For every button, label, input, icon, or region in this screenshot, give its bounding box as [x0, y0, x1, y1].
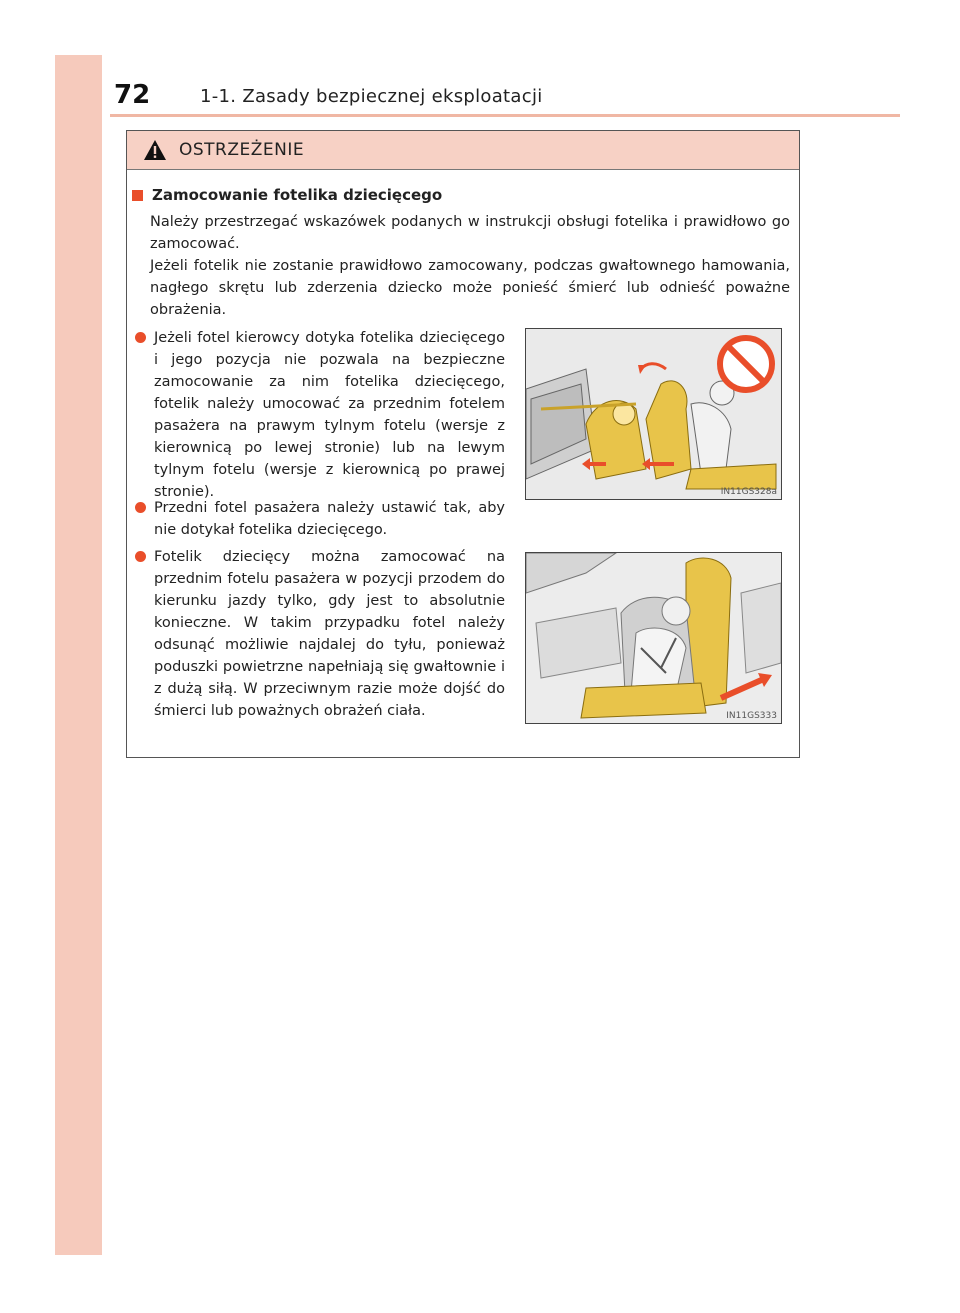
list-item	[135, 497, 505, 541]
list-item-text: Przedni fotel pasażera należy ustawić tak, aby nie dotykał fotelika dziecięcego.	[154, 500, 505, 538]
warning-subheading	[132, 186, 442, 204]
figure-code: IN11GS328a	[720, 487, 777, 497]
warning-triangle-icon	[143, 139, 167, 161]
figure-seat-touching-childseat	[525, 328, 782, 500]
section-title: 1-1. Zasady bezpiecznej eksploatacji	[200, 86, 543, 107]
list-item	[135, 546, 505, 722]
figure-code: IN11GS333	[726, 711, 777, 721]
intro-paragraph: Należy przestrzegać wskazówek podanych w instrukcji obsługi fotelika i prawidłowo go zamocować.	[150, 214, 790, 252]
round-bullet-icon	[135, 332, 146, 343]
subheading-text: Zamocowanie fotelika dziecięcego	[152, 186, 443, 204]
warning-header	[127, 131, 799, 170]
list-item-text: Jeżeli fotel kierowcy dotyka fotelika dziecięcego i jego pozycja nie pozwala na bezpieczne zamocowanie za nim fotelika dziecięcego, fotelik należy umocować za przednim fotelem pasażera na prawym tylnym fotelu (wersje z kierownicą po lewej stronie) lub na lewym tylnym fotelu (wersje z kierownicą po prawej stronie).	[154, 330, 505, 500]
illustration-front-seat-contact	[526, 329, 781, 499]
list-item	[135, 327, 505, 503]
square-bullet-icon	[132, 190, 143, 201]
figure-front-seat-childseat	[525, 552, 782, 724]
round-bullet-icon	[135, 551, 146, 562]
page-header	[110, 80, 900, 117]
illustration-front-passenger-childseat	[526, 553, 781, 723]
side-tab-strip	[55, 55, 102, 1255]
intro-paragraph: Jeżeli fotelik nie zostanie prawidłowo zamocowany, podczas gwałtownego hamowania, nagłego skrętu lub zderzenia dziecko może ponieść śmierć lub odnieść poważne obrażenia.	[150, 258, 790, 318]
list-item-text: Fotelik dziecięcy można zamocować na przednim fotelu pasażera w pozycji przodem do kierunku jazdy tylko, gdy jest to absolutnie konieczne. W takim przypadku fotel należy odsunąć możliwie najdalej do tyłu, ponieważ poduszki powietrzne napełniają się gwałtownie i z dużą siłą. W przeciwnym razie może dojść do śmierci lub poważnych obrażeń ciała.	[154, 549, 505, 719]
page-number: 72	[114, 80, 151, 110]
round-bullet-icon	[135, 502, 146, 513]
warning-box	[126, 130, 800, 758]
warning-title: OSTRZEŻENIE	[179, 140, 305, 160]
warning-intro	[150, 211, 790, 321]
